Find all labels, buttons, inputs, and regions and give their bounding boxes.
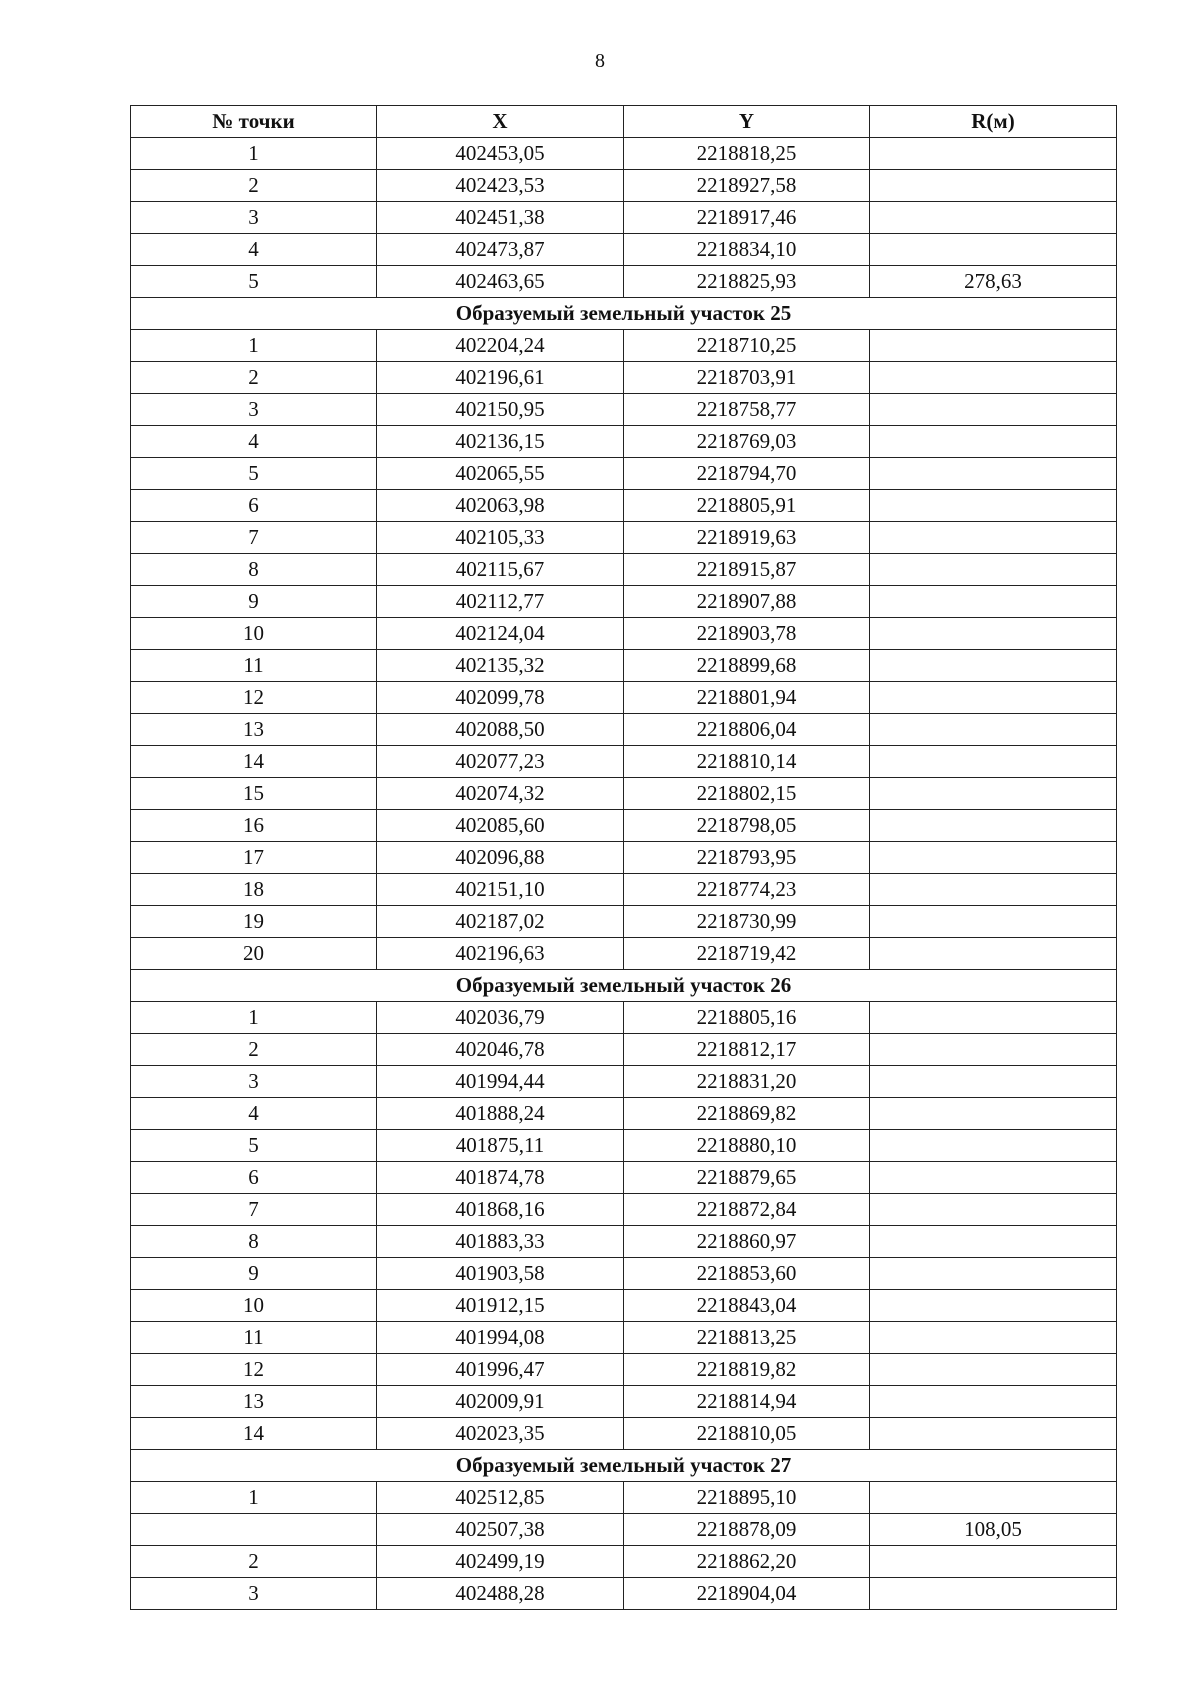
table-row [131, 1194, 1117, 1226]
y-value-cell: 2218927,58 [624, 170, 870, 202]
y-value-cell: 2218813,25 [624, 1322, 870, 1354]
y-value-cell: 2218794,70 [624, 458, 870, 490]
point-number-cell: 8 [131, 1226, 377, 1258]
y-value-cell: 2218860,97 [624, 1226, 870, 1258]
y-value-cell: 2218853,60 [624, 1258, 870, 1290]
page-number: 8 [595, 50, 605, 72]
point-number-cell: 2 [131, 1034, 377, 1066]
point-number-cell: 6 [131, 1162, 377, 1194]
radius-value-cell [870, 1162, 1117, 1194]
radius-value-cell [870, 554, 1117, 586]
table-row [131, 1066, 1117, 1098]
x-value-cell: 402112,77 [377, 586, 624, 618]
point-number-cell: 5 [131, 1130, 377, 1162]
table-row [131, 1578, 1117, 1610]
radius-value-cell [870, 1386, 1117, 1418]
coordinates-table [130, 105, 1117, 1610]
x-value-cell: 402088,50 [377, 714, 624, 746]
table-row [131, 714, 1117, 746]
y-value-cell: 2218730,99 [624, 906, 870, 938]
radius-value-cell [870, 170, 1117, 202]
point-number-cell: 14 [131, 746, 377, 778]
header-y: Y [624, 106, 870, 138]
radius-value-cell [870, 1578, 1117, 1610]
header-radius: R(м) [870, 106, 1117, 138]
point-number-cell: 6 [131, 490, 377, 522]
point-number-cell: 18 [131, 874, 377, 906]
radius-value-cell [870, 458, 1117, 490]
point-number-cell [131, 1514, 377, 1546]
point-number-cell: 1 [131, 330, 377, 362]
radius-value-cell [870, 1034, 1117, 1066]
point-number-cell: 4 [131, 426, 377, 458]
point-number-cell: 3 [131, 394, 377, 426]
y-value-cell: 2218719,42 [624, 938, 870, 970]
table-row [131, 746, 1117, 778]
radius-value-cell [870, 746, 1117, 778]
point-number-cell: 12 [131, 1354, 377, 1386]
x-value-cell: 402507,38 [377, 1514, 624, 1546]
table-row [131, 1546, 1117, 1578]
y-value-cell: 2218907,88 [624, 586, 870, 618]
radius-value-cell [870, 490, 1117, 522]
table-row [131, 618, 1117, 650]
table-row [131, 1162, 1117, 1194]
x-value-cell: 402063,98 [377, 490, 624, 522]
point-number-cell: 3 [131, 202, 377, 234]
table-row [131, 810, 1117, 842]
radius-value-cell [870, 330, 1117, 362]
table-row [131, 1418, 1117, 1450]
x-value-cell: 401912,15 [377, 1290, 624, 1322]
section-title-row [131, 298, 1117, 330]
point-number-cell: 3 [131, 1578, 377, 1610]
section-title: Образуемый земельный участок 25 [131, 298, 1117, 330]
y-value-cell: 2218805,91 [624, 490, 870, 522]
table-row [131, 202, 1117, 234]
radius-value-cell [870, 362, 1117, 394]
y-value-cell: 2218880,10 [624, 1130, 870, 1162]
radius-value-cell [870, 394, 1117, 426]
table-row [131, 682, 1117, 714]
y-value-cell: 2218843,04 [624, 1290, 870, 1322]
table-row [131, 1002, 1117, 1034]
header-x: X [377, 106, 624, 138]
table-row [131, 1130, 1117, 1162]
table-row [131, 1034, 1117, 1066]
y-value-cell: 2218801,94 [624, 682, 870, 714]
radius-value-cell [870, 778, 1117, 810]
table-row [131, 1258, 1117, 1290]
x-value-cell: 402009,91 [377, 1386, 624, 1418]
y-value-cell: 2218915,87 [624, 554, 870, 586]
x-value-cell: 401868,16 [377, 1194, 624, 1226]
point-number-cell: 4 [131, 1098, 377, 1130]
point-number-cell: 9 [131, 1258, 377, 1290]
table-row [131, 1482, 1117, 1514]
x-value-cell: 402077,23 [377, 746, 624, 778]
section-title: Образуемый земельный участок 26 [131, 970, 1117, 1002]
radius-value-cell [870, 810, 1117, 842]
radius-value-cell [870, 426, 1117, 458]
point-number-cell: 17 [131, 842, 377, 874]
point-number-cell: 10 [131, 1290, 377, 1322]
radius-value-cell [870, 138, 1117, 170]
y-value-cell: 2218895,10 [624, 1482, 870, 1514]
x-value-cell: 401875,11 [377, 1130, 624, 1162]
x-value-cell: 401996,47 [377, 1354, 624, 1386]
table-row [131, 330, 1117, 362]
table-row [131, 458, 1117, 490]
y-value-cell: 2218862,20 [624, 1546, 870, 1578]
x-value-cell: 402046,78 [377, 1034, 624, 1066]
y-value-cell: 2218805,16 [624, 1002, 870, 1034]
y-value-cell: 2218774,23 [624, 874, 870, 906]
table-row [131, 362, 1117, 394]
x-value-cell: 402512,85 [377, 1482, 624, 1514]
table-row [131, 1322, 1117, 1354]
table-body [131, 138, 1117, 1610]
y-value-cell: 2218793,95 [624, 842, 870, 874]
radius-value-cell [870, 202, 1117, 234]
point-number-cell: 13 [131, 714, 377, 746]
y-value-cell: 2218879,65 [624, 1162, 870, 1194]
x-value-cell: 402204,24 [377, 330, 624, 362]
point-number-cell: 7 [131, 1194, 377, 1226]
radius-value-cell [870, 1418, 1117, 1450]
radius-value-cell [870, 1066, 1117, 1098]
table-row [131, 1226, 1117, 1258]
radius-value-cell [870, 1226, 1117, 1258]
x-value-cell: 401883,33 [377, 1226, 624, 1258]
radius-value-cell [870, 1098, 1117, 1130]
radius-value-cell [870, 1354, 1117, 1386]
radius-value-cell [870, 650, 1117, 682]
radius-value-cell: 278,63 [870, 266, 1117, 298]
y-value-cell: 2218903,78 [624, 618, 870, 650]
radius-value-cell: 108,05 [870, 1514, 1117, 1546]
y-value-cell: 2218872,84 [624, 1194, 870, 1226]
y-value-cell: 2218810,05 [624, 1418, 870, 1450]
table-row [131, 1354, 1117, 1386]
y-value-cell: 2218806,04 [624, 714, 870, 746]
y-value-cell: 2218703,91 [624, 362, 870, 394]
table-row [131, 394, 1117, 426]
table-row [131, 842, 1117, 874]
section-title-row [131, 970, 1117, 1002]
y-value-cell: 2218869,82 [624, 1098, 870, 1130]
y-value-cell: 2218819,82 [624, 1354, 870, 1386]
x-value-cell: 402423,53 [377, 170, 624, 202]
radius-value-cell [870, 1290, 1117, 1322]
point-number-cell: 7 [131, 522, 377, 554]
table-row [131, 426, 1117, 458]
radius-value-cell [870, 714, 1117, 746]
y-value-cell: 2218899,68 [624, 650, 870, 682]
x-value-cell: 402488,28 [377, 1578, 624, 1610]
radius-value-cell [870, 874, 1117, 906]
radius-value-cell [870, 1258, 1117, 1290]
point-number-cell: 11 [131, 650, 377, 682]
x-value-cell: 402124,04 [377, 618, 624, 650]
table-row [131, 586, 1117, 618]
radius-value-cell [870, 1002, 1117, 1034]
radius-value-cell [870, 1546, 1117, 1578]
y-value-cell: 2218758,77 [624, 394, 870, 426]
y-value-cell: 2218810,14 [624, 746, 870, 778]
point-number-cell: 1 [131, 1482, 377, 1514]
x-value-cell: 402136,15 [377, 426, 624, 458]
point-number-cell: 5 [131, 266, 377, 298]
y-value-cell: 2218825,93 [624, 266, 870, 298]
table-row [131, 650, 1117, 682]
section-title-row [131, 1450, 1117, 1482]
table-header [131, 106, 1117, 138]
x-value-cell: 401994,44 [377, 1066, 624, 1098]
point-number-cell: 16 [131, 810, 377, 842]
radius-value-cell [870, 586, 1117, 618]
point-number-cell: 19 [131, 906, 377, 938]
x-value-cell: 402473,87 [377, 234, 624, 266]
point-number-cell: 14 [131, 1418, 377, 1450]
header-row [131, 106, 1117, 138]
x-value-cell: 402463,65 [377, 266, 624, 298]
section-title: Образуемый земельный участок 27 [131, 1450, 1117, 1482]
x-value-cell: 401903,58 [377, 1258, 624, 1290]
point-number-cell: 2 [131, 1546, 377, 1578]
point-number-cell: 1 [131, 1002, 377, 1034]
radius-value-cell [870, 1322, 1117, 1354]
point-number-cell: 4 [131, 234, 377, 266]
table-row [131, 1514, 1117, 1546]
table-row [131, 234, 1117, 266]
radius-value-cell [870, 522, 1117, 554]
header-point-number: № точки [131, 106, 377, 138]
x-value-cell: 402085,60 [377, 810, 624, 842]
radius-value-cell [870, 938, 1117, 970]
x-value-cell: 402036,79 [377, 1002, 624, 1034]
table-row [131, 522, 1117, 554]
point-number-cell: 3 [131, 1066, 377, 1098]
x-value-cell: 402065,55 [377, 458, 624, 490]
table-row [131, 1290, 1117, 1322]
y-value-cell: 2218904,04 [624, 1578, 870, 1610]
radius-value-cell [870, 906, 1117, 938]
table-row [131, 778, 1117, 810]
x-value-cell: 402023,35 [377, 1418, 624, 1450]
x-value-cell: 401888,24 [377, 1098, 624, 1130]
point-number-cell: 20 [131, 938, 377, 970]
y-value-cell: 2218878,09 [624, 1514, 870, 1546]
y-value-cell: 2218812,17 [624, 1034, 870, 1066]
radius-value-cell [870, 1130, 1117, 1162]
table-row [131, 906, 1117, 938]
table-row [131, 938, 1117, 970]
x-value-cell: 402196,63 [377, 938, 624, 970]
radius-value-cell [870, 682, 1117, 714]
point-number-cell: 11 [131, 1322, 377, 1354]
table-row [131, 1386, 1117, 1418]
x-value-cell: 402150,95 [377, 394, 624, 426]
x-value-cell: 402105,33 [377, 522, 624, 554]
point-number-cell: 1 [131, 138, 377, 170]
table-row [131, 554, 1117, 586]
x-value-cell: 402187,02 [377, 906, 624, 938]
radius-value-cell [870, 1194, 1117, 1226]
table-row [131, 490, 1117, 522]
table-row [131, 1098, 1117, 1130]
y-value-cell: 2218831,20 [624, 1066, 870, 1098]
table-row [131, 266, 1117, 298]
x-value-cell: 402135,32 [377, 650, 624, 682]
x-value-cell: 402453,05 [377, 138, 624, 170]
x-value-cell: 402196,61 [377, 362, 624, 394]
point-number-cell: 5 [131, 458, 377, 490]
x-value-cell: 402151,10 [377, 874, 624, 906]
point-number-cell: 8 [131, 554, 377, 586]
y-value-cell: 2218818,25 [624, 138, 870, 170]
point-number-cell: 15 [131, 778, 377, 810]
point-number-cell: 9 [131, 586, 377, 618]
y-value-cell: 2218710,25 [624, 330, 870, 362]
point-number-cell: 13 [131, 1386, 377, 1418]
y-value-cell: 2218917,46 [624, 202, 870, 234]
x-value-cell: 402451,38 [377, 202, 624, 234]
table-row [131, 874, 1117, 906]
radius-value-cell [870, 842, 1117, 874]
point-number-cell: 2 [131, 362, 377, 394]
x-value-cell: 401874,78 [377, 1162, 624, 1194]
y-value-cell: 2218798,05 [624, 810, 870, 842]
y-value-cell: 2218834,10 [624, 234, 870, 266]
y-value-cell: 2218919,63 [624, 522, 870, 554]
point-number-cell: 12 [131, 682, 377, 714]
point-number-cell: 2 [131, 170, 377, 202]
x-value-cell: 402096,88 [377, 842, 624, 874]
x-value-cell: 401994,08 [377, 1322, 624, 1354]
radius-value-cell [870, 234, 1117, 266]
table-row [131, 170, 1117, 202]
y-value-cell: 2218802,15 [624, 778, 870, 810]
x-value-cell: 402074,32 [377, 778, 624, 810]
radius-value-cell [870, 618, 1117, 650]
point-number-cell: 10 [131, 618, 377, 650]
y-value-cell: 2218769,03 [624, 426, 870, 458]
x-value-cell: 402099,78 [377, 682, 624, 714]
x-value-cell: 402115,67 [377, 554, 624, 586]
y-value-cell: 2218814,94 [624, 1386, 870, 1418]
x-value-cell: 402499,19 [377, 1546, 624, 1578]
table-row [131, 138, 1117, 170]
radius-value-cell [870, 1482, 1117, 1514]
